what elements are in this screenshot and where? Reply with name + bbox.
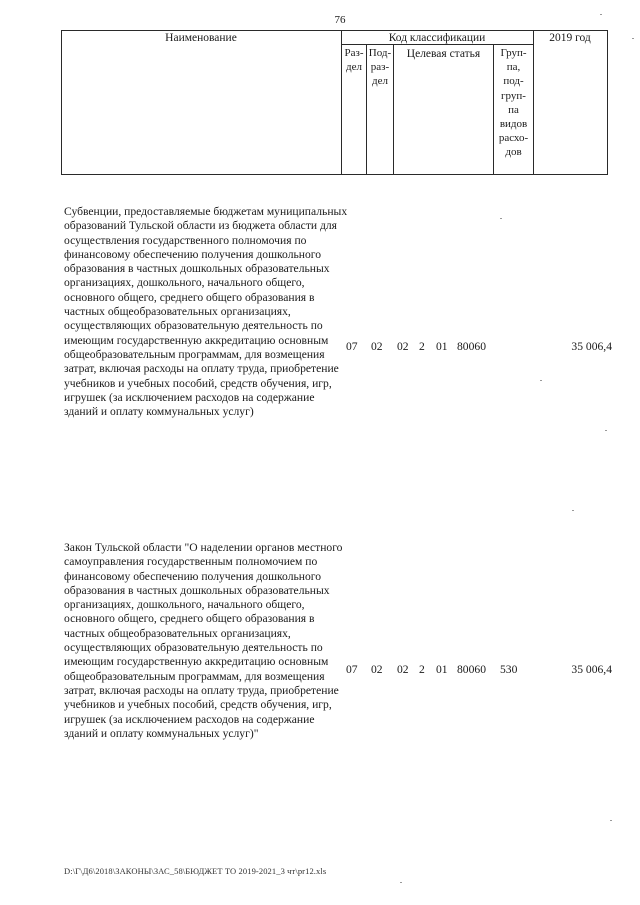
- header-subsection-line: Под-: [368, 47, 392, 59]
- header-section-line: дел: [346, 61, 362, 74]
- row-amount: 35 006,4: [571, 340, 612, 353]
- header-group-line: расхо-: [498, 132, 529, 145]
- header-group-line: под-: [503, 75, 524, 88]
- row-article-program: 02: [397, 340, 409, 353]
- header-classification: Код классификации: [388, 32, 486, 44]
- page-number: 76: [334, 14, 346, 26]
- header-section: [342, 46, 366, 74]
- header-section-line: Раз-: [344, 47, 364, 59]
- row-article-subprogram: 2: [419, 340, 425, 353]
- header-name: Наименование: [165, 32, 237, 44]
- header-target-article: Целевая статья: [406, 48, 481, 60]
- row-group: 530: [500, 663, 518, 676]
- row-description: Закон Тульской области "О наделении органов местного самоуправления государственным полномочием по финансовому обеспечению получения дошкольного образования в частных дошкольных образовательных организациях, дошкольного, начального общего, основного общего, среднего общего образования в частных общеобразовательных организациях, осуществляющих образовательную деятельность по имеющим государственную аккредитацию основным общеобразовательным программам, для возмещения затрат, включая расходы на оплату труда, приобретение учебников и учебных пособий, средств обучения, игр, игрушек (за исключением расходов на содержание зданий и оплату коммунальных услуг)": [64, 541, 343, 740]
- row-description: Субвенции, предоставляемые бюджетам муниципальных образований Тульской области из бюджета области для осуществления государственного полномочия по финансовому обеспечению получения дошкольного образования в частных дошкольных образовательных организациях, дошкольного, начального общего, основного общего, среднего общего образования в частных общеобразовательных организациях, осуществляющих образовательную деятельность по имеющим государственную аккредитацию основным общеобразовательным программам, для возмещения затрат, включая расходы на оплату труда, приобретение учебников и учебных пособий, средств обучения, игр, игрушек (за исключением расходов на содержание зданий и оплату коммунальных услуг): [64, 205, 348, 419]
- row-section: 07: [346, 340, 358, 353]
- row-section: 07: [346, 663, 358, 676]
- header-group-line: Груп-: [500, 47, 527, 59]
- header-group-line: груп-: [501, 89, 526, 102]
- header-subsection-line: раз-: [370, 61, 390, 74]
- header-group-line: дов: [505, 146, 522, 159]
- row-article-direction: 80060: [457, 663, 486, 676]
- header-subsection-line: дел: [372, 75, 388, 88]
- header-subsection: [367, 46, 393, 89]
- header-group-line: видов: [499, 118, 528, 131]
- row-subsection: 02: [371, 340, 383, 353]
- file-path-footer: D:\Г\Д6\2018\ЗАКОНЫ\ЗАС_58\БЮДЖЕТ ТО 2019-2021_3 чт\pr12.xls: [64, 866, 327, 876]
- header-group-line: па: [508, 103, 519, 116]
- row-article-event: 01: [436, 663, 448, 676]
- row-article-subprogram: 2: [419, 663, 425, 676]
- row-article-program: 02: [397, 663, 409, 676]
- row-article-direction: 80060: [457, 340, 486, 353]
- header-group: [494, 46, 533, 160]
- header-group-line: па,: [506, 61, 521, 74]
- row-amount: 35 006,4: [571, 663, 612, 676]
- row-article-event: 01: [436, 340, 448, 353]
- header-year: 2019 год: [549, 32, 591, 44]
- row-subsection: 02: [371, 663, 383, 676]
